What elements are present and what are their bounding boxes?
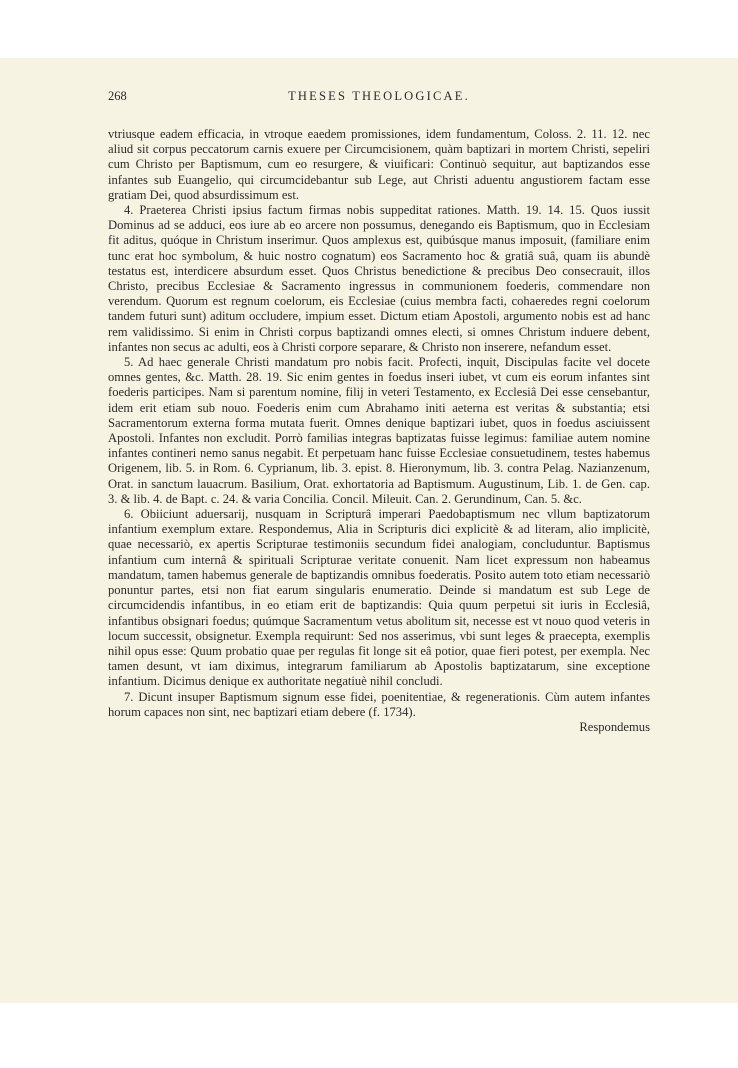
paragraph-6: 6. Obiiciunt aduersarij, nusquam in Scripturâ imperari Paedobaptismum nec vllum baptizatorum infantium exemplum extare. Respondemus, Alia in Scripturis dici explicitè & ad literam, alio implicitè, quae necessariò, ex apertis Scripturae testimoniis secundum fidei analogiam, concluduntur. Baptismus infantium cum internâ & spirituali Scripturae veritate conuenit. Nam licet expressum non habeamus mandatum, tamen habemus generale de baptizandis omnibus foederatis. Posito autem toto etiam necessariò ponuntur partes, etsi non fiat earum singularis enumeratio. Deinde si mandatum est sub Lege de circumcidendis infantibus, in eo etiam erit de baptizandis: Quia quum perpetui sit iuris in Ecclesiâ, infantibus obsignari foedus; quúmque Sacramentum vetus abolitum sit, necesse est vt nouo quod veteris in locum successit, obsignetur. Exempla requirunt: Sed nos asserimus, vbi sunt leges & praecepta, exemplis nihil opus esse: Quum probatio quae per regulas fit longe sit eâ potior, quae fieri potest, per exempla. Nec tamen desunt, vt iam diximus, integrarum familiarum ab Apostolis baptizatarum, sine exceptione infantium. Dicimus denique ex authoritate negatiuè nihil concludi. [108,507,650,689]
catchword: Respondemus [579,719,650,734]
paragraph-5: 5. Ad haec generale Christi mandatum pro nobis facit. Profecti, inquit, Discipulas facite vel docete omnes gentes, &c. Matth. 28. 19. Sic enim gentes in foedus inseri iubet, vt cum eis eorum infantes sint foederis participes. Nam si parentum nomine, filij in veteri Testamento, ex Ecclesiâ Dei esse censebantur, idem erit etiam sub nouo. Foederis enim cum Abrahamo initi aeterna est veritas & substantia; etsi Sacramentorum externa forma mutata fuerit. Omnes denique baptizari iubet, quos in foedus asciuissent Apostoli. Infantes non excludit. Porrò familias integras baptizatas fuisse legimus: familiae autem nomine infantes contineri nemo sanus negabit. Et perpetuam hanc fuisse Ecclesiae consuetudinem, testes habemus Origenem, lib. 5. in Rom. 6. Cyprianum, lib. 3. epist. 8. Hieronymum, lib. 3. contra Pelag. Nazianzenum, Orat. in sanctum lauacrum. Basilium, Orat. exhortatoria ad Baptismum. Augustinum, Lib. 1. de Gen. cap. 3. & lib. 4. de Bapt. c. 24. & varia Concilia. Concil. Mileuit. Can. 2. Gerundinum, Can. 5. &c. [108,355,650,506]
page-header [108,89,650,109]
paragraph-continuation: vtriusque eadem efficacia, in vtroque eaedem promissiones, idem fundamentum, Coloss. 2. 11. 12. nec aliud sit corpus peccatorum carnis exuere per Circumcisionem, quàm baptizari in mortem Christi, sepeliri cum Christo per Baptismum, cum eo resurgere, & viuificari: Continuò sequitur, aut baptizandos esse infantes sub Euangelio, qui circumcidebantur sub Lege, aut Christi aduentu angustiorem factam esse gratiam Dei, quod absurdissimum est. [108,127,650,202]
body-text [108,127,650,735]
running-title: THESES THEOLOGICAE. [288,89,470,103]
page-number: 268 [108,89,127,103]
paragraph-4: 4. Praeterea Christi ipsius factum firmas nobis suppeditat rationes. Matth. 19. 14. 15. Quos iussit Dominus ad se adduci, eos iure ab eo arcere non possumus, denegando eis Baptismum, quo in Ecclesiam fit aditus, quóque in Christum inserimur. Quos amplexus est, quibúsque manus imposuit, (familiare enim tunc erat hoc symbolum, & huic nostro cognatum) eos Sacramento hoc & gratiâ suâ, quam iis abundè testatus est, interdicere absurdum esset. Quos Christus benedictione & precibus Deo consecrauit, illos Christo, precibus Ecclesiae & Sacramento ingressus in communionem foederis, commendare non verendum. Quorum est regnum coelorum, eis Ecclesiae (cuius membra facti, cohaeredes regni coelorum tandem futuri sunt) aditum occludere, impium esset. Dictum etiam Apostoli, argumento nobis est ad hanc rem validissimo. Si enim in Christi corpus baptizandi omnes electi, si omnes Christum induere debent, infantes non secus ac adulti, eos à Christi corpore separare, & Christo non inserere, nefandum esset. [108,203,650,354]
paragraph-7: 7. Dicunt insuper Baptismum signum esse fidei, poenitentiae, & regenerationis. Cùm autem infantes horum capaces non sint, nec baptizari etiam debere (f. 1734). [108,689,650,719]
